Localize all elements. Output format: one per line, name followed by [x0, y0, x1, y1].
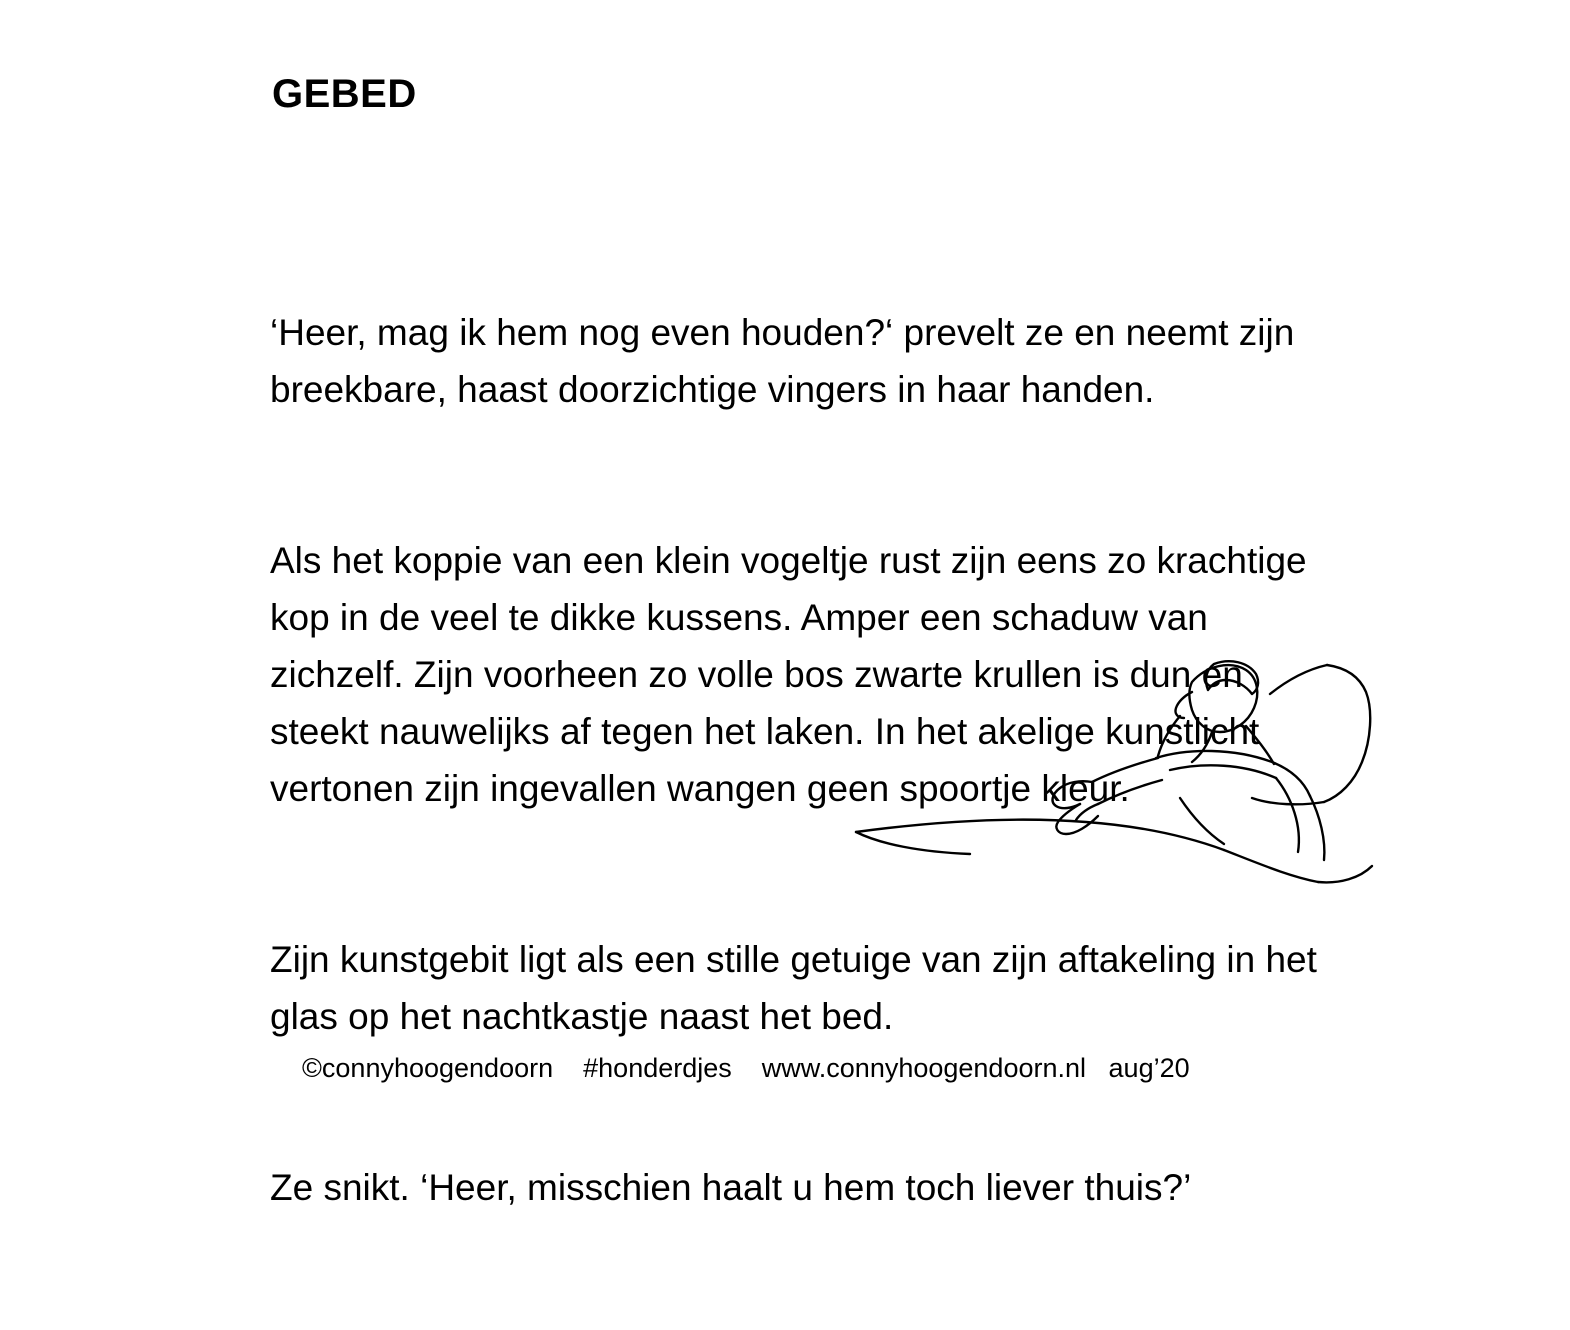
- poem-stanza: Zijn kunstgebit ligt als een stille getuige van zijn aftakeling in het glas op het nachtkastje naast het bed.: [270, 939, 1328, 1037]
- poem-stanza: Ze snikt. ‘Heer, misschien haalt u hem toch liever thuis?’: [270, 1167, 1192, 1208]
- footer-hashtag: #honderdjes: [583, 1053, 732, 1083]
- footer-website-link[interactable]: www.connyhoogendoorn.nl: [761, 1053, 1087, 1083]
- poem-stanza: ‘Heer, mag ik hem nog even houden?‘ prevelt ze en neemt zijn breekbare, haast doorzichtige vingers in haar handen.: [270, 312, 1305, 410]
- poem-body: [270, 190, 1330, 1330]
- page-title: GEBED: [272, 72, 417, 116]
- poem-stanza: Als het koppie van een klein vogeltje rust zijn eens zo krachtige kop in de veel te dikke kussens. Amper een schaduw van zichzelf. Zijn voorheen zo volle bos zwarte krullen is dun en steekt nauwelijks af tegen het laken. In het akelige kunstlicht vertonen zijn ingevallen wangen geen spoortje kleur.: [270, 540, 1317, 809]
- footer-copyright: ©connyhoogendoorn: [302, 1053, 554, 1083]
- footer-date: aug’20: [1108, 1053, 1190, 1083]
- footer-credits: [272, 1022, 1190, 1115]
